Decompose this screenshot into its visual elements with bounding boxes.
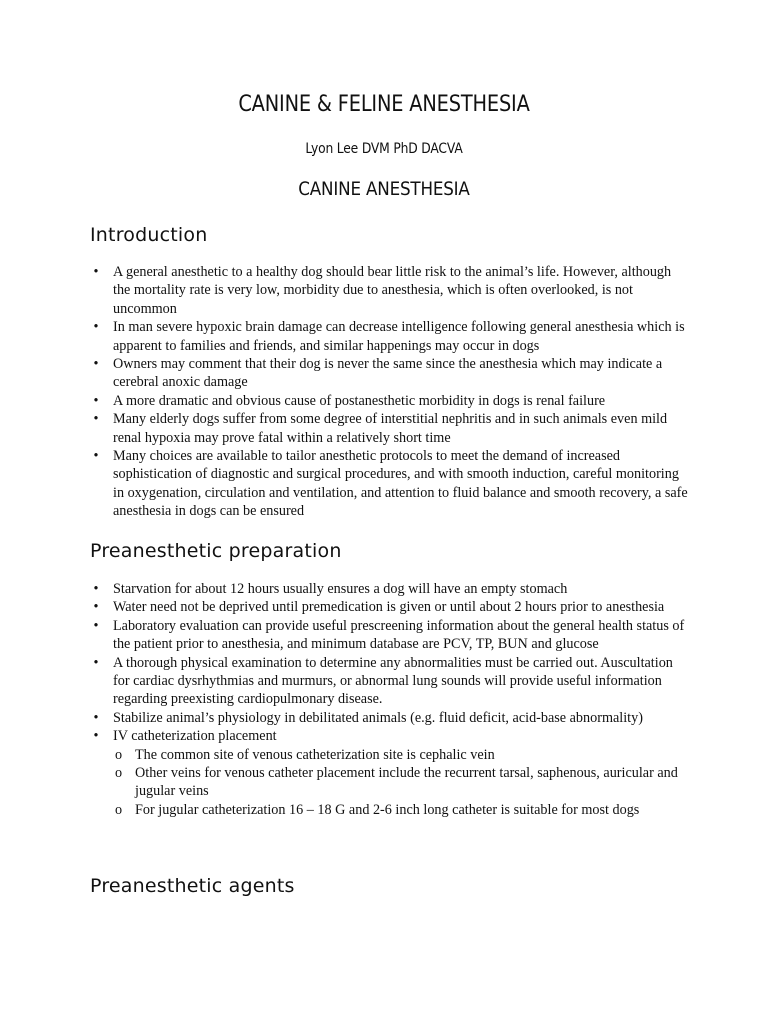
- sub-list-item: [113, 746, 690, 764]
- list-item: [90, 598, 690, 616]
- document-title: CANINE & FELINE ANESTHESIA: [238, 92, 530, 117]
- list-item-text: Many elderly dogs suffer from some degree of interstitial nephritis and in such animals even mild renal hypoxia may prove fatal within a relatively short time: [113, 411, 668, 446]
- bullet-icon: •: [93, 448, 99, 465]
- list-item: [90, 318, 690, 355]
- list-item: [90, 654, 690, 709]
- list-item: [90, 727, 690, 819]
- list-item: [90, 392, 690, 410]
- bullet-icon: •: [93, 599, 99, 616]
- list-item: [90, 709, 690, 727]
- bullet-icon: •: [93, 411, 99, 428]
- section-heading-preanesthetic-agents: Preanesthetic agents: [90, 875, 295, 897]
- sub-list-item-text: The common site of venous catheterization site is cephalic vein: [135, 746, 495, 763]
- list-item-text: Stabilize animal’s physiology in debilitated animals (e.g. fluid deficit, acid-base abnormality): [113, 709, 643, 726]
- sub-list-item-text: Other veins for venous catheter placement include the recurrent tarsal, saphenous, auricular and jugular veins: [135, 765, 678, 800]
- section-heading-introduction: Introduction: [90, 224, 208, 246]
- list-item-text: Many choices are available to tailor anesthetic protocols to meet the demand of increased sophistication of diagnostic and surgical procedures, and with smooth induction, careful monitoring in oxygenation, circulation and ventilation, and attention to fluid balance and smooth recovery, a safe anesthesia in dogs can be ensured: [113, 448, 688, 520]
- bullet-icon: •: [93, 319, 99, 336]
- bullet-icon: •: [93, 581, 99, 597]
- list-item: [90, 447, 690, 521]
- sub-list-item: [113, 764, 690, 801]
- list-item-text: Laboratory evaluation can provide useful prescreening information about the general health status of the patient prior to anesthesia, and minimum database are PCV, TP, BUN and glucose: [113, 617, 685, 653]
- list-item-text: Owners may comment that their dog is never the same since the anesthesia which may indicate a cerebral anoxic damage: [113, 356, 663, 391]
- list-item-text: Water need not be deprived until premedication is given or until about 2 hours prior to anesthesia: [113, 599, 665, 616]
- bullet-icon: •: [93, 617, 99, 634]
- document-subtitle: CANINE ANESTHESIA: [298, 178, 470, 200]
- introduction-list: [90, 263, 690, 521]
- list-item: [90, 263, 690, 318]
- list-item-text: A more dramatic and obvious cause of postanesthetic morbidity in dogs is renal failure: [113, 392, 606, 409]
- bullet-icon: •: [93, 728, 99, 745]
- iv-catheterization-sublist: [113, 746, 690, 820]
- sub-list-item: [113, 801, 690, 819]
- list-item: [90, 617, 690, 654]
- sub-bullet-icon: o: [115, 801, 123, 818]
- list-item: [90, 410, 690, 447]
- bullet-icon: •: [93, 264, 99, 280]
- bullet-icon: •: [93, 356, 99, 373]
- sub-bullet-icon: o: [115, 746, 123, 763]
- sub-bullet-icon: o: [115, 765, 123, 782]
- list-item-text: A thorough physical examination to determine any abnormalities must be carried out. Auscultation for cardiac dysrhythmias and murmurs, or abnormal lung sounds will provide useful information regarding preexisting cardiopulmonary disease.: [113, 654, 673, 708]
- list-item-text: Starvation for about 12 hours usually ensures a dog will have an empty stomach: [113, 581, 568, 597]
- bullet-icon: •: [93, 392, 99, 409]
- preparation-list: [90, 580, 690, 819]
- author-line: Lyon Lee DVM PhD DACVA: [305, 141, 463, 157]
- list-item-text: IV catheterization placement: [113, 728, 277, 745]
- list-item-text: In man severe hypoxic brain damage can decrease intelligence following general anesthesia which is apparent to families and friends, and similar happenings may occur in dogs: [113, 319, 685, 354]
- list-item-text: A general anesthetic to a healthy dog should bear little risk to the animal’s life. However, although the mortality rate is very low, morbidity due to anesthesia, which is often overlooked, is not uncommon: [113, 264, 672, 317]
- list-item: [90, 580, 690, 598]
- bullet-icon: •: [93, 709, 99, 726]
- list-item: [90, 355, 690, 392]
- bullet-icon: •: [93, 654, 99, 671]
- section-heading-preanesthetic-preparation: Preanesthetic preparation: [90, 540, 342, 562]
- sub-list-item-text: For jugular catheterization 16 – 18 G and 2-6 inch long catheter is suitable for most dogs: [135, 801, 640, 818]
